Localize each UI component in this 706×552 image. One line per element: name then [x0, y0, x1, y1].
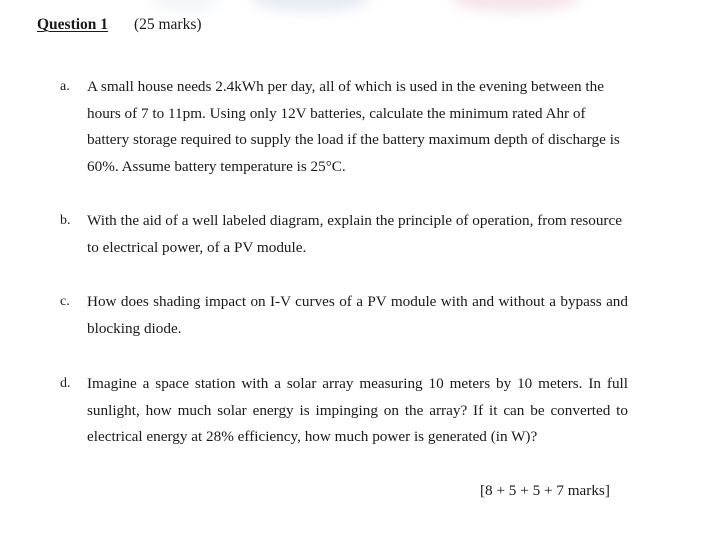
part-text: How does shading impact on I-V curves of a PV module with and without a bypass and blocking diode. [87, 293, 628, 337]
part-letter: d. [60, 376, 71, 391]
question-part-d [60, 371, 628, 451]
question-part-b [60, 208, 628, 261]
question-title: Question 1 [37, 16, 109, 33]
scan-smudge [250, 0, 370, 12]
question-marks: (25 marks) [133, 16, 202, 33]
total-marks: [8 + 5 + 5 + 7 marks] [480, 482, 610, 499]
question-part-a [60, 74, 628, 180]
scan-smudge [450, 0, 580, 12]
part-text: With the aid of a well labeled diagram, explain the principle of operation, from resource to electrical power, of a PV module. [87, 212, 622, 256]
part-letter: c. [60, 294, 70, 309]
question-part-c [60, 289, 628, 342]
part-text: Imagine a space station with a solar array measuring 10 meters by 10 meters. In full sunlight, how much solar energy is impinging on the array? If it can be converted to electrical energy at 28% efficiency, how much power is generated (in W)? [87, 375, 628, 445]
part-letter: a. [60, 79, 70, 94]
part-letter: b. [60, 213, 71, 228]
part-text: A small house needs 2.4kWh per day, all of which is used in the evening between the hours of 7 to 11pm. Using only 12V batteries, calculate the minimum rated Ahr of battery storage required to supply the load if the battery maximum depth of discharge is 60%. Assume battery temperature is 25°C. [87, 78, 620, 175]
question-header [37, 16, 202, 34]
scan-smudge [150, 0, 220, 12]
